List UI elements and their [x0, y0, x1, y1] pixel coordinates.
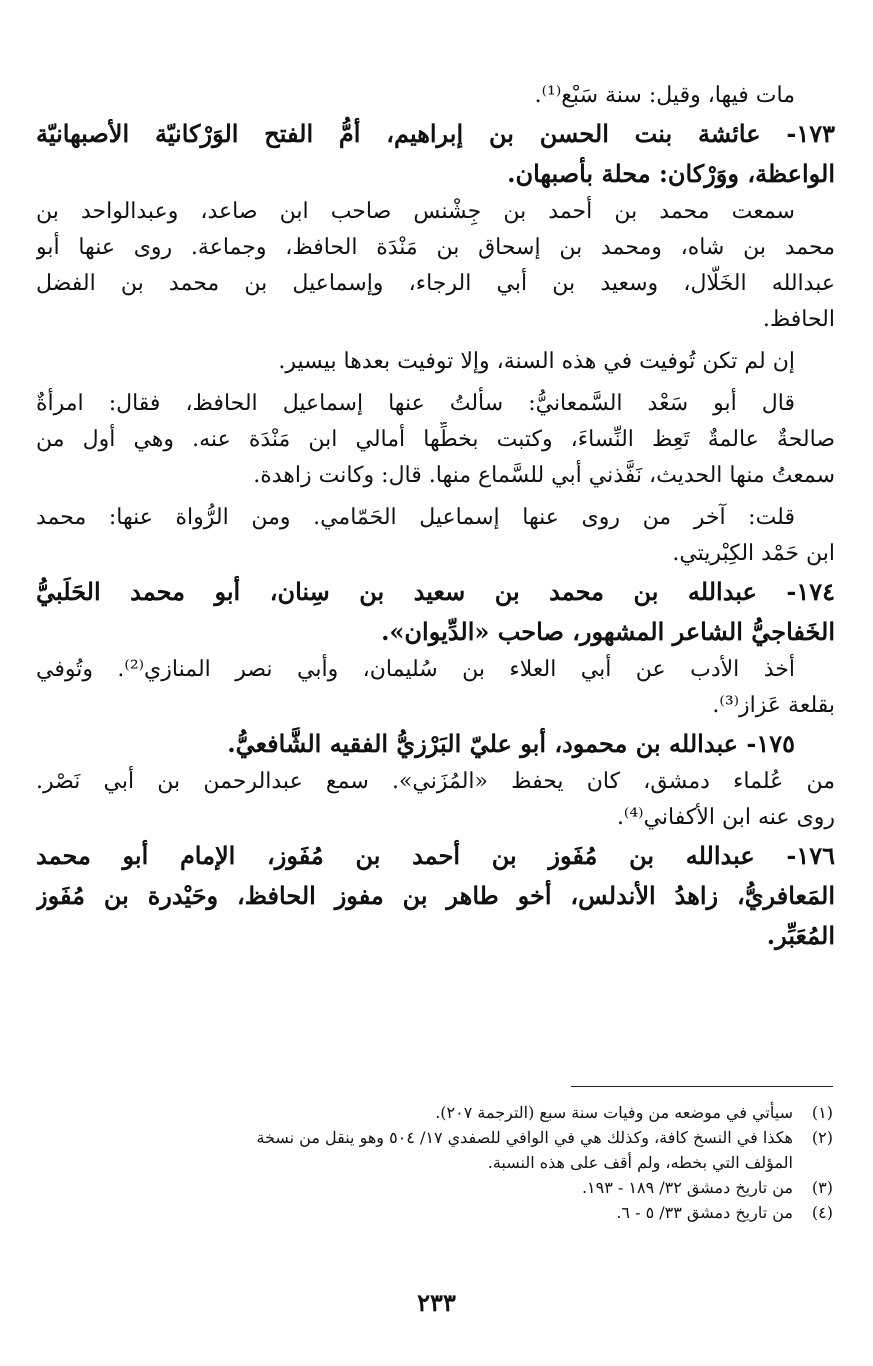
footnote: [36, 1100, 833, 1125]
entry-176-heading: [36, 836, 835, 956]
footnote-separator: [571, 1086, 833, 1087]
text-line: الحافظ.: [762, 307, 835, 332]
footnote-number: (١): [811, 1103, 833, 1122]
footnote-continuation: [36, 1150, 833, 1175]
footnote-number: (٤): [811, 1203, 833, 1222]
text-line: من عُلماء دمشق، كان يحفظ «المُزَني». سمع عبدالرحمن بن أبي نَصْر.: [36, 769, 835, 794]
entry-174-heading: [36, 572, 835, 652]
text-line: ابن حَمْد الكِبْريتي.: [672, 541, 835, 566]
footnote-text: المؤلف التي بخطه، ولم أقف على هذه النسبة.: [487, 1153, 793, 1172]
footnote-text: من تاريخ دمشق ٣٢/ ١٨٩ - ١٩٣.: [581, 1178, 793, 1197]
footnote-number: (٣): [811, 1178, 833, 1197]
text-line: قلت: آخر من روى عنها إسماعيل الحَمّامي. ومن الرُّواة عنها: محمد: [36, 505, 795, 530]
entry-heading-line: ١٧٦- عبدالله بن مُفَوز بن أحمد بن مُفَوز، الإمام أبو محمد: [36, 841, 835, 870]
text-line: مات فيها، وقيل: سنة سَبْع⁽¹⁾.: [534, 83, 795, 108]
footnote-number: (٢): [811, 1128, 833, 1147]
entry-heading-line: الواعظة، ووَرْكان: محلة بأصبهان.: [507, 159, 835, 188]
text-line: صالحةٌ عالمةٌ تَعِظ النِّساءَ، وكتبت بخطِّها أمالي ابن مَنْدَة عنه. وهي أول من: [36, 427, 835, 452]
text-line: أخذ الأدب عن أبي العلاء بن سُليمان، وأبي نصر المنازي⁽²⁾. وتُوفي: [36, 657, 795, 682]
footnote-text: من تاريخ دمشق ٣٣/ ٥ - ٦.: [616, 1203, 793, 1222]
entry-heading-line: ١٧٣- عائشة بنت الحسن بن إبراهيم، أمُّ الفتح الوَرْكانيّة الأصبهانيّة: [36, 119, 835, 148]
text-line: قال أبو سَعْد السَّمعانيُّ: سألتُ عنها إسماعيل الحافظ، فقال: امرأةٌ: [36, 391, 795, 416]
entry-heading-line: ١٧٥- عبدالله بن محمود، أبو عليّ البَرْزيُّ الفقيه الشَّافعيُّ.: [227, 729, 795, 758]
text-line: سمعتُ منها الحديث، نَفَّذني أبي للسَّماع منها. قال: وكانت زاهدة.: [253, 463, 835, 488]
entry-heading-line: الخَفاجيُّ الشاعر المشهور، صاحب «الدِّيوان».: [381, 617, 835, 646]
text-line: إن لم تكن تُوفيت في هذه السنة، وإلا توفيت بعدها بيسير.: [278, 349, 795, 374]
footnote: [36, 1125, 833, 1150]
footnote: [36, 1175, 833, 1200]
entry-heading-line: ١٧٤- عبدالله بن محمد بن سعيد بن سِنان، أبو محمد الحَلَبيُّ: [36, 577, 835, 606]
footnotes: [36, 1100, 833, 1225]
entry-173-heading: [36, 114, 835, 194]
page-number: ٢٣٣: [417, 1288, 456, 1317]
footnote-text: سيأتي في موضعه من وفيات سنة سبع (الترجمة ٢٠٧).: [435, 1103, 793, 1122]
footnote-text: هكذا في النسخ كافة، وكذلك هي في الوافي للصفدي ١٧/ ٥٠٤ وهو ينقل من نسخة: [256, 1128, 793, 1147]
text-line: سمعت محمد بن أحمد بن جِشْنس صاحب ابن صاعد، وعبدالواحد بن: [36, 199, 795, 224]
footnote: [36, 1200, 833, 1225]
text-line: بقلعة عَزاز⁽³⁾.: [712, 693, 835, 718]
text-line: عبدالله الخَلّال، وسعيد بن أبي الرجاء، وإسماعيل بن محمد بن الفضل: [36, 271, 835, 296]
entry-heading-line: المُعَبِّر.: [766, 921, 835, 950]
entry-175-heading: [36, 724, 835, 764]
text-line: محمد بن شاه، ومحمد بن إسحاق بن مَنْدَة الحافظ، وجماعة. روى عنها أبو: [36, 235, 835, 260]
text-line: روى عنه ابن الأكفاني⁽⁴⁾.: [616, 805, 835, 830]
entry-heading-line: المَعافريُّ، زاهدُ الأندلس، أخو طاهر بن مفوز الحافظ، وحَيْدرة بن مُفَوز: [36, 881, 835, 910]
